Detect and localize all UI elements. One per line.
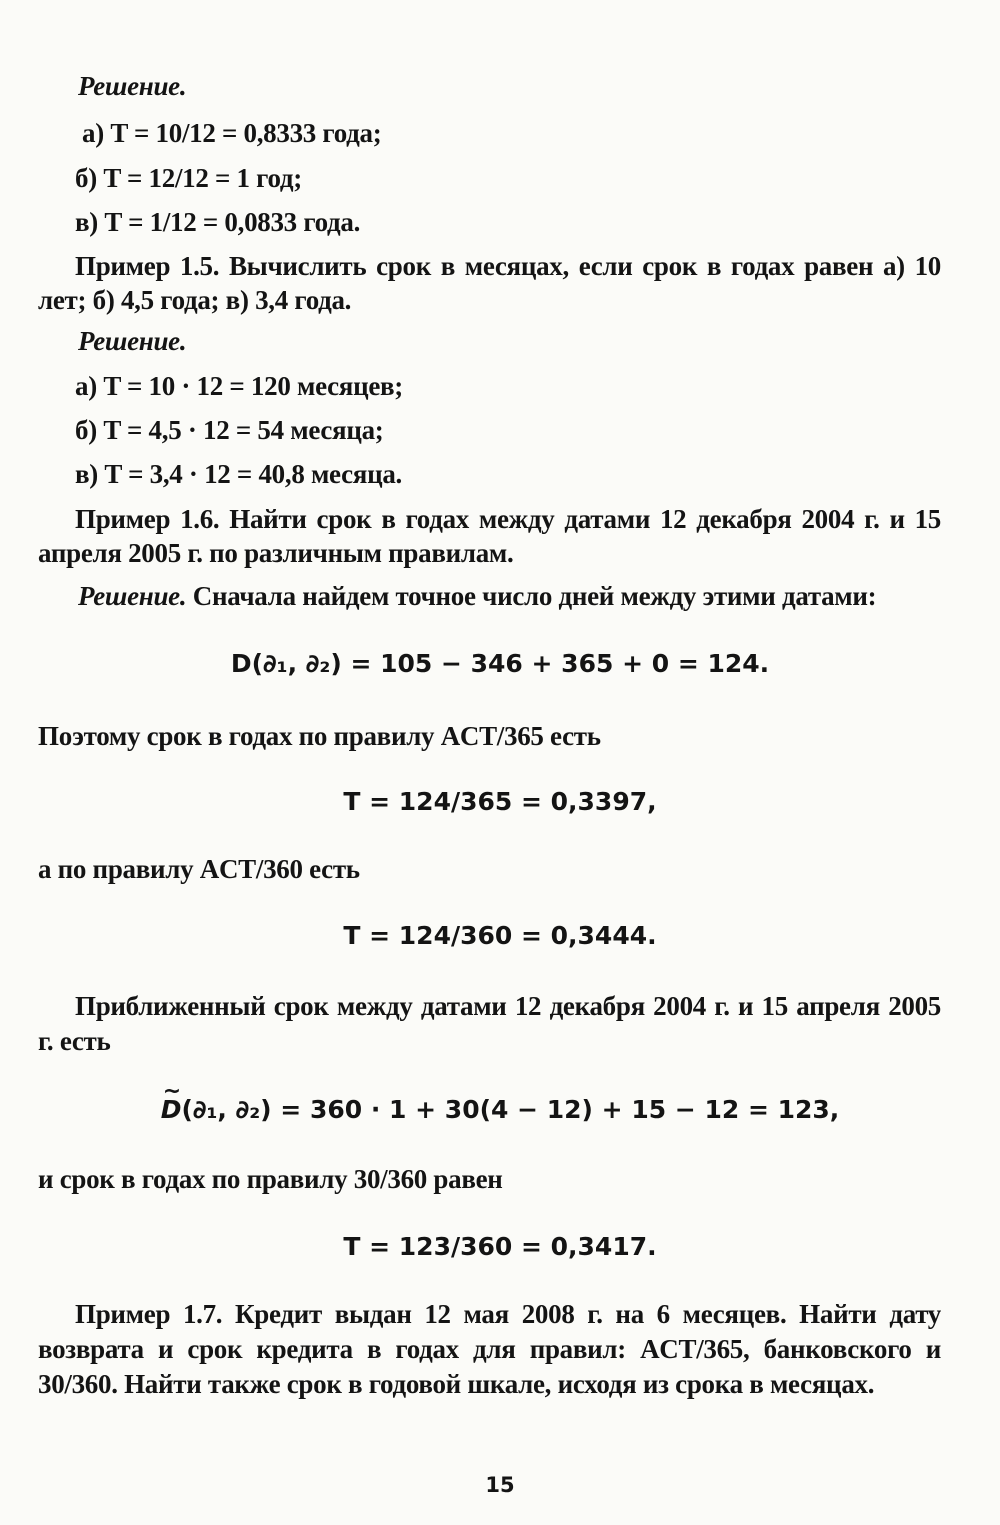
answer-v: в) T = 1/12 = 0,0833 года. (75, 207, 361, 237)
answer-a: а) T = 10 · 12 = 120 месяцев; (75, 371, 403, 401)
example-1-7-label: Пример 1.7. (75, 1299, 223, 1329)
page-number: 15 (485, 1473, 515, 1497)
example-1-5-line1 (75, 250, 941, 282)
formula-approx-days (0, 1094, 1000, 1126)
d-tilde-symbol: ~ D (161, 1094, 182, 1126)
solution-line (78, 580, 876, 612)
paragraph-30-360: и срок в годах по правилу 30/360 равен (38, 1164, 503, 1194)
formula-approx-body: (∂₁, ∂₂) = 360 · 1 + 30(4 − 12) + 15 − 12 = 123, (181, 1095, 840, 1124)
paragraph-approx-line1: Приближенный срок между датами 12 декабря 2004 г. и 15 апреля 2005 (75, 991, 941, 1021)
example-1-6-text: Найти срок в годах между датами 12 декабря 2004 г. и 15 (229, 504, 942, 534)
paragraph-act365: Поэтому срок в годах по правилу ACT/365 есть (38, 721, 601, 751)
example-1-5-text: Вычислить срок в месяцах, если срок в годах равен а) 10 (228, 251, 941, 281)
answer-v: в) T = 3,4 · 12 = 40,8 месяца. (75, 459, 402, 489)
answer-b: б) T = 4,5 · 12 = 54 месяца; (75, 415, 384, 445)
example-1-7-line3: 30/360. Найти также срок в годовой шкале, исходя из срока в месяцах. (38, 1369, 875, 1399)
formula-act360: T = 124/360 = 0,3444. (343, 921, 657, 950)
paragraph-approx-line2: г. есть (38, 1026, 111, 1056)
solution-heading: Решение. (78, 71, 187, 101)
example-1-7-text: Кредит выдан 12 мая 2008 г. на 6 месяцев. Найти дату (235, 1299, 941, 1329)
formula-act365: T = 124/365 = 0,3397, (343, 787, 657, 816)
answer-b: б) T = 12/12 = 1 год; (75, 163, 302, 193)
formula-30-360: T = 123/360 = 0,3417. (343, 1232, 657, 1261)
solution-heading: Решение. (78, 326, 187, 356)
example-1-6-line2: апреля 2005 г. по различным правилам. (38, 538, 514, 568)
example-1-5-label: Пример 1.5. (75, 251, 220, 281)
example-1-7-line1 (75, 1298, 941, 1330)
example-1-6-line1 (75, 503, 941, 535)
example-1-6-label: Пример 1.6. (75, 504, 220, 534)
example-1-7-line2: возврата и срок кредита в годах для правил: ACT/365, банковского и (38, 1334, 941, 1364)
example-1-5-line2: лет; б) 4,5 года; в) 3,4 года. (38, 285, 352, 315)
answer-a: а) T = 10/12 = 0,8333 года; (82, 118, 382, 148)
paragraph-act360: а по правилу ACT/360 есть (38, 854, 360, 884)
solution-text: Сначала найдем точное число дней между этими датами: (192, 581, 877, 611)
solution-heading: Решение. (78, 581, 187, 611)
formula-exact-days: D(∂₁, ∂₂) = 105 − 346 + 365 + 0 = 124. (230, 649, 770, 678)
